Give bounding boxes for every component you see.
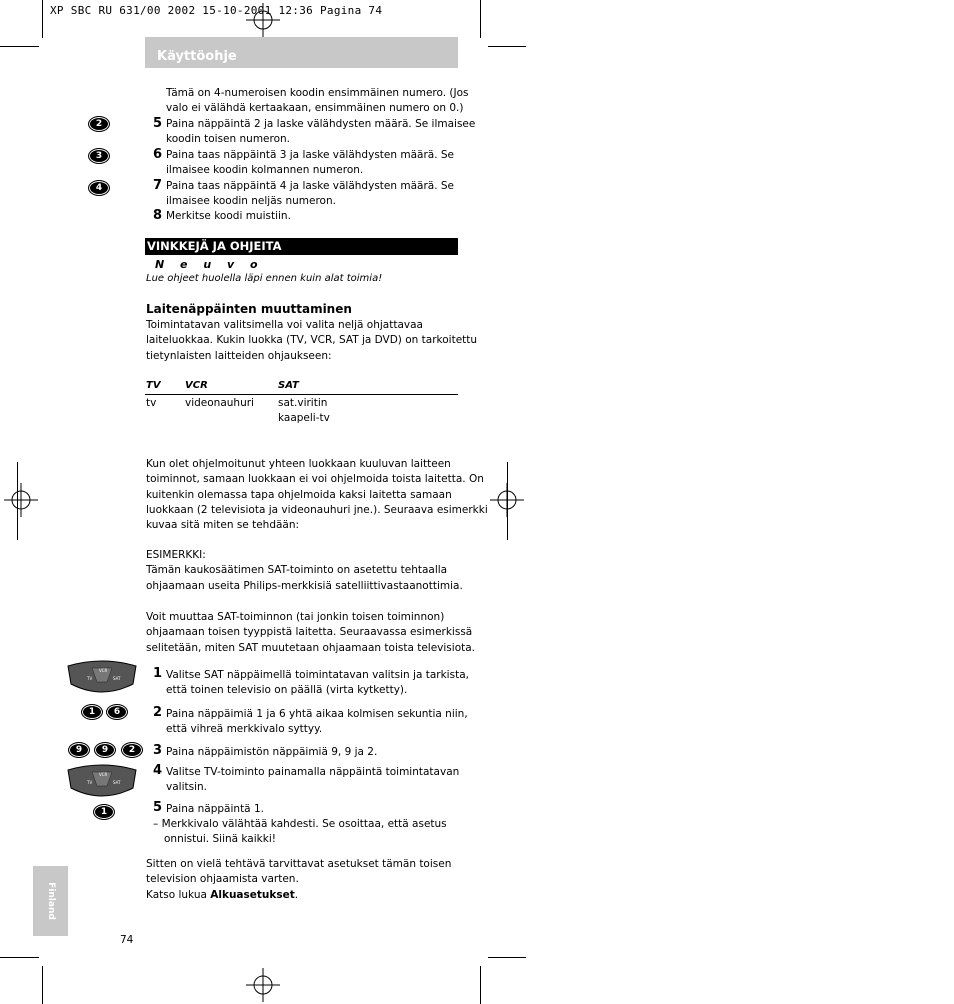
crop-mark: [480, 0, 481, 38]
key-6-icon: 6: [106, 704, 128, 720]
step-text: Paina näppäimistön näppäimiä 9, 9 ja 2.: [166, 746, 378, 758]
registration-mark: [246, 3, 280, 37]
paragraph: Kun olet ohjelmoitunut yhteen luokkaan kuuluvan laitteen toiminnot, samaan luokkaan ei voi ohjelmoida toista laitetta. On kuitenkin olemassa tapa ohjelmoida kaksi laitetta samaan luokkaan (2 televisiota ja videonauhuri jne.). Seuraava esimerkki kuvaa sitä miten se tehdään:: [146, 458, 488, 532]
key-3-icon: 3: [88, 148, 110, 164]
step-number: 6: [153, 147, 163, 162]
page-title: Käyttöohje: [157, 49, 237, 64]
remote-mode-selector-icon: [67, 764, 137, 800]
remote-label-tv: TV: [87, 676, 93, 681]
key-1-icon: 1: [81, 704, 103, 720]
sub-paragraph: Toimintatavan valitsimella voi valita neljä ohjattavaa laiteluokkaa. Kukin luokka (TV, VCR, SAT ja DVD) on tarkoitettu tietynlaisten laitteiden ohjaukseen:: [146, 319, 478, 362]
table-cell: videonauhuri: [185, 397, 254, 409]
key-4-icon: 4: [88, 180, 110, 196]
step-number: 2: [153, 705, 163, 720]
key-9-icon: 9: [68, 742, 90, 758]
table-cell: kaapeli-tv: [278, 412, 330, 424]
crop-mark: [488, 46, 526, 47]
step-number: 5: [153, 800, 163, 815]
table-rule: [145, 394, 458, 395]
neuvo-text: Lue ohjeet huolella läpi ennen kuin alat toimia!: [146, 273, 383, 284]
language-label: Finland: [46, 882, 56, 920]
neuvo-label: N e u v o: [155, 258, 264, 271]
table-header-vcr: VCR: [185, 380, 208, 391]
remote-label-tv: TV: [87, 780, 93, 785]
paragraph: Voit muuttaa SAT-toiminnon (tai jonkin toisen toiminnon) ohjaamaan toisen tyyppistä laitetta. Seuraavassa esimerkissä selitetään, miten SAT muutetaan ohjaamaan toista televisiota.: [146, 611, 476, 654]
remote-label-sat: SAT: [113, 780, 121, 785]
key-2-icon: 2: [121, 742, 143, 758]
remote-label-vcr: VCR: [99, 772, 108, 777]
crop-mark: [17, 462, 18, 540]
step-number: 5: [153, 116, 163, 131]
step-text: Valitse SAT näppäimellä toimintatavan valitsin ja tarkista, että toinen televisio on päällä (virta kytketty).: [166, 669, 469, 697]
registration-mark: [4, 483, 38, 517]
step-number: 7: [153, 178, 163, 193]
crop-mark: [42, 966, 43, 1004]
step-text: Merkitse koodi muistiin.: [166, 210, 291, 222]
crop-mark: [480, 966, 481, 1004]
crop-mark: [0, 957, 39, 958]
table-cell: tv: [146, 397, 157, 409]
table-header-tv: TV: [146, 380, 161, 391]
step-text: Paina näppäintä 2 ja laske välähdysten määrä. Se ilmaisee koodin toisen numeron.: [166, 118, 476, 146]
step-text: Paina näppäintä 1.: [166, 803, 264, 815]
section-title: VINKKEJÄ JA OHJEITA: [147, 239, 282, 253]
key-1-icon: 1: [93, 804, 115, 820]
registration-mark: [246, 968, 280, 1002]
subheading: Laitenäppäinten muuttaminen: [146, 302, 352, 316]
crop-mark: [488, 957, 526, 958]
print-header: XP SBC RU 631/00 2002 15-10-2001 12:36 Pagina 74: [50, 4, 383, 17]
table-cell: sat.viritin: [278, 397, 328, 409]
table-header-sat: SAT: [278, 380, 299, 391]
crop-mark: [0, 46, 39, 47]
remote-mode-selector-icon: [67, 660, 137, 696]
step-number: 1: [153, 666, 163, 681]
crop-mark: [507, 462, 508, 540]
step-number: 8: [153, 208, 163, 223]
crop-mark: [42, 0, 43, 38]
step-text: Paina näppäimiä 1 ja 6 yhtä aikaa kolmisen sekuntia niin, että vihreä merkkivalo syttyy.: [166, 708, 468, 736]
key-9-icon: 9: [94, 742, 116, 758]
step-number: 3: [153, 743, 163, 758]
dash-note: – Merkkivalo välähtää kahdesti. Se osoittaa, että asetus onnistui. Siinä kaikki!: [153, 818, 447, 846]
step-number: 4: [153, 763, 163, 778]
remote-label-sat: SAT: [113, 676, 121, 681]
step-text: Paina taas näppäintä 4 ja laske välähdysten määrä. Se ilmaisee koodin neljäs numeron.: [166, 180, 455, 208]
remote-label-vcr: VCR: [99, 668, 108, 673]
intro-text: Tämä on 4-numeroisen koodin ensimmäinen numero. (Jos valo ei välähdä kertaakaan, ensimmäinen numero on 0.): [166, 87, 469, 115]
page-number: 74: [120, 934, 134, 946]
key-2-icon: 2: [88, 116, 110, 132]
example-block: ESIMERKKI: Tämän kaukosäätimen SAT-toiminto on asetettu tehtaalla ohjaamaan useita Philips-merkkisiä satelliittivastaanottimia.: [146, 549, 463, 592]
step-text: Paina taas näppäintä 3 ja laske välähdysten määrä. Se ilmaisee koodin kolmannen numeron.: [166, 149, 455, 177]
closing-paragraph: Sitten on vielä tehtävä tarvittavat asetukset tämän toisen television ohjaamista varten. Katso lukua Alkuasetukset.: [146, 858, 452, 901]
step-text: Valitse TV-toiminto painamalla näppäintä toimintatavan valitsin.: [166, 766, 460, 794]
